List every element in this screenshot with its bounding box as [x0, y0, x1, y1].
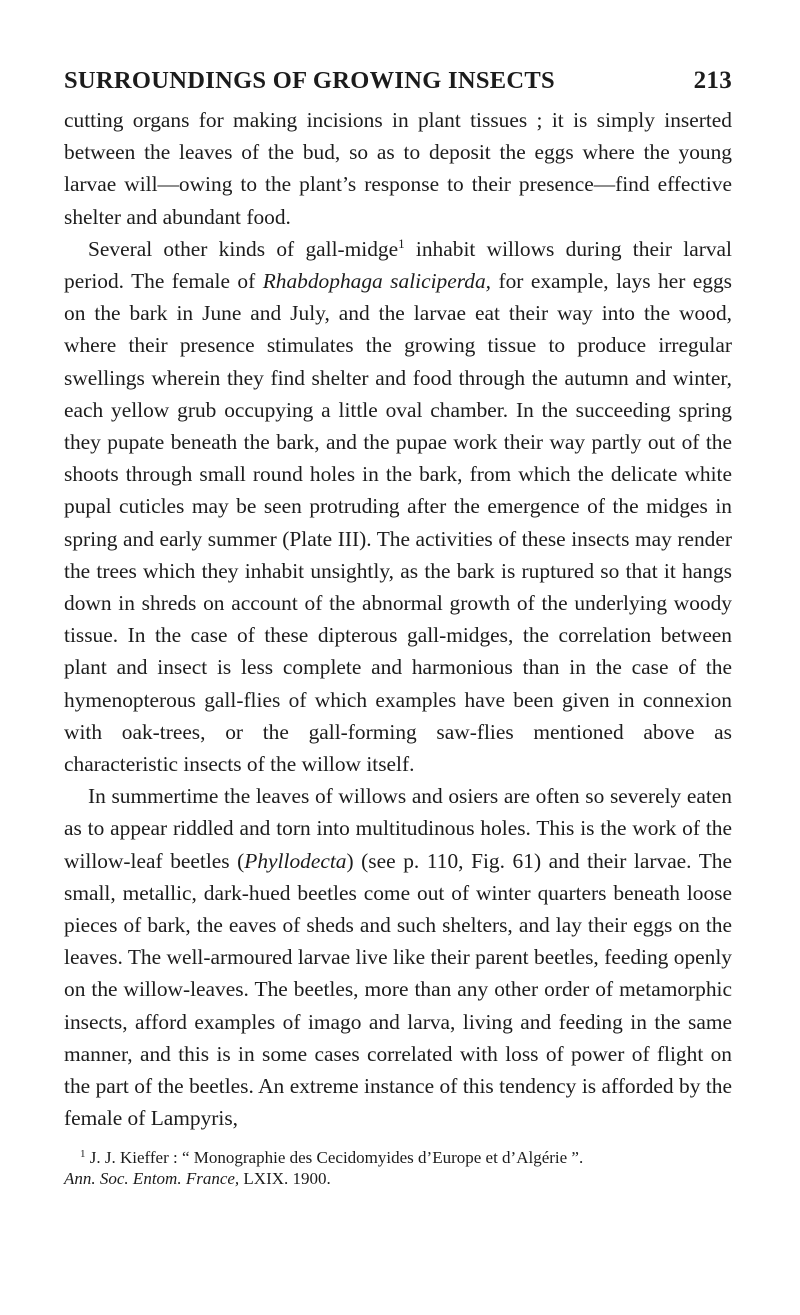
footnote-1	[64, 1147, 732, 1189]
page-number: 213	[693, 67, 732, 94]
running-head	[64, 66, 732, 96]
paragraph-2-text-a: Several other kinds of gall-midge	[88, 236, 399, 261]
book-page	[64, 66, 732, 1189]
footnote-reference-mark: 1	[398, 235, 405, 251]
paragraph-3-text-a: In summertime the leaves of willows and osiers are often so severely eaten as to appear riddled and torn into multitudinous holes. This is the work of the willow-leaf beetles (	[64, 784, 732, 873]
footnotes	[64, 1147, 732, 1189]
paragraph-1-text: cutting organs for making incisions in plant tissues ; it is simply inserted between the leaves of the bud, so as to deposit the eggs where the young larvae will—owing to the plant’s response to their presence—find effective shelter and abundant food.	[64, 108, 732, 229]
footnote-mark: 1	[80, 1147, 86, 1160]
footnote-text-a: J. J. Kieffer : “ Monographie des Cecidomyides d’Europe et d’Algérie ”.	[85, 1147, 584, 1167]
running-head-title: SURROUNDINGS OF GROWING INSECTS	[64, 67, 555, 94]
paragraph-3	[64, 780, 732, 1134]
genus-name-phyllodecta: Phyllodecta	[244, 848, 347, 873]
paragraph-2-text-c: for example, lays her eggs on the bark in June and July, and the larvae eat their way into the wood, where their presence stimulates the growing tissue to produce irregular swellings wherein they find shelter and food through the autumn and winter, each yellow grub occupying a little oval chamber. In the succeeding spring they pupate beneath the bark, and the pupae work their way partly out of the shoots through small round holes in the bark, from which the delicate white pupal cuticles may be seen protruding after the emergence of the midges in spring and early summer (Plate III). The activities of these insects may render the trees which they inhabit unsightly, as the bark is ruptured so that it hangs down in shreds on account of the abnormal growth of the underlying woody tissue. In the case of these dipterous gall-midges, the correlation between plant and insect is less complete and harmonious than in the case of the hymenopterous gall-flies of which examples have been given in connexion with oak-trees, or the gall-forming saw-flies mentioned above as characteristic insects of the willow itself.	[64, 269, 732, 777]
footnote-text-b: LXIX. 1900.	[239, 1168, 331, 1188]
body-text	[64, 104, 732, 1135]
footnote-journal: Ann. Soc. Entom. France,	[64, 1168, 240, 1188]
paragraph-2	[64, 233, 732, 780]
species-name-rhabdophaga: Rhabdophaga saliciperda,	[262, 269, 491, 294]
paragraph-3-text-b: ) (see p. 110, Fig. 61) and their larvae. The small, metallic, dark-hued beetles come out of winter quarters beneath loose pieces of bark, the eaves of sheds and such shelters, and lay their eggs on the leaves. The well-armoured larvae live like their parent beetles, feeding openly on the willow-leaves. The beetles, more than any other order of metamorphic insects, afford examples of imago and larva, living and feeding in the same manner, and this is in some cases correlated with loss of power of flight on the part of the beetles. An extreme instance of this tendency is afforded by the female of Lampyris,	[64, 848, 732, 1131]
paragraph-2-text-b: inhabit willows during their larval period. The female of	[64, 236, 732, 294]
paragraph-1	[64, 104, 732, 233]
